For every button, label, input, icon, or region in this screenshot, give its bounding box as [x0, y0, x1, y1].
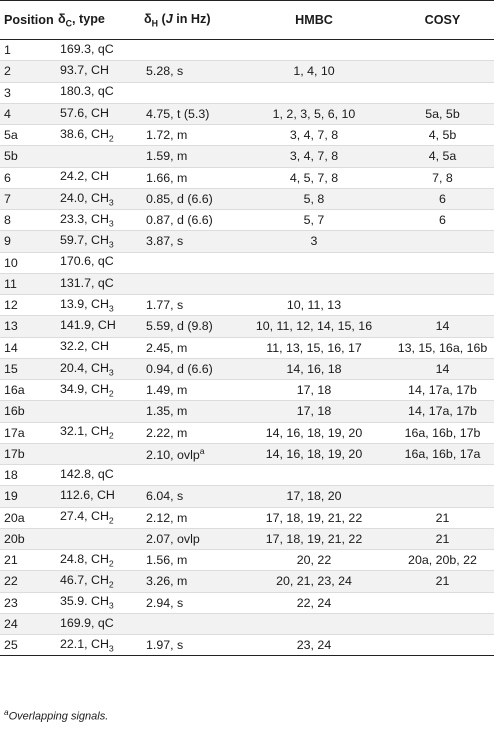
header-cosy: COSY	[391, 1, 494, 40]
cell-position: 2	[0, 61, 54, 82]
cell-position: 8	[0, 210, 54, 231]
table-body	[0, 40, 494, 656]
cell-cosy	[391, 465, 494, 486]
cell-hmbc: 17, 18, 19, 21, 22	[237, 528, 391, 549]
cell-delta-c: 169.3, qC	[54, 40, 140, 61]
cell-delta-c: 169.9, qC	[54, 613, 140, 634]
cell-delta-c: 170.6, qC	[54, 252, 140, 273]
cell-hmbc	[237, 40, 391, 61]
header-delta-h: $\delta_H$ (J in Hz)	[140, 1, 237, 40]
table-row	[0, 295, 494, 316]
cell-position: 24	[0, 613, 54, 634]
cell-delta-c: 93.7, CH	[54, 61, 140, 82]
cell-delta-c: 13.9, $CH_3$	[54, 295, 140, 316]
cell-delta-h: 5.59, d (9.8)	[140, 316, 237, 337]
cell-delta-h: 3.26, m	[140, 571, 237, 592]
cell-position: 20a	[0, 507, 54, 528]
cell-delta-h	[140, 273, 237, 294]
cell-cosy: 21	[391, 571, 494, 592]
table-row	[0, 507, 494, 528]
cell-delta-c: 22.1, $CH_3$	[54, 635, 140, 656]
cell-position: 7	[0, 188, 54, 209]
cell-cosy: 21	[391, 528, 494, 549]
cell-position: 1	[0, 40, 54, 61]
cell-hmbc: 4, 5, 7, 8	[237, 167, 391, 188]
table-row	[0, 40, 494, 61]
table-row	[0, 613, 494, 634]
cell-position: 20b	[0, 528, 54, 549]
header-position: Position	[0, 1, 54, 40]
cell-position: 3	[0, 82, 54, 103]
table-row	[0, 273, 494, 294]
cell-hmbc: 14, 16, 18	[237, 358, 391, 379]
cell-position: 10	[0, 252, 54, 273]
cell-delta-h: 2.22, m	[140, 422, 237, 443]
cell-position: 14	[0, 337, 54, 358]
cell-delta-c: 46.7, $CH_2$	[54, 571, 140, 592]
table-row	[0, 358, 494, 379]
cell-hmbc	[237, 613, 391, 634]
cell-hmbc	[237, 465, 391, 486]
cell-cosy: 7, 8	[391, 167, 494, 188]
cell-cosy	[391, 61, 494, 82]
cell-delta-c: 32.1, $CH_2$	[54, 422, 140, 443]
cell-delta-c: 35.9. $CH_3$	[54, 592, 140, 613]
cell-delta-c: 34.9, $CH_2$	[54, 380, 140, 401]
table-row	[0, 146, 494, 167]
cell-delta-c: 32.2, CH	[54, 337, 140, 358]
cell-position: 4	[0, 103, 54, 124]
cell-delta-h: 3.87, s	[140, 231, 237, 252]
cell-position: 18	[0, 465, 54, 486]
cell-cosy: 16a, 16b, 17b	[391, 422, 494, 443]
cell-delta-h: 0.85, d (6.6)	[140, 188, 237, 209]
cell-position: 12	[0, 295, 54, 316]
cell-position: 11	[0, 273, 54, 294]
cell-cosy	[391, 82, 494, 103]
cell-delta-h: 2.12, m	[140, 507, 237, 528]
cell-position: 9	[0, 231, 54, 252]
cell-delta-c	[54, 401, 140, 422]
cell-hmbc: 17, 18	[237, 380, 391, 401]
cell-delta-c: 142.8, qC	[54, 465, 140, 486]
cell-hmbc: 3, 4, 7, 8	[237, 125, 391, 146]
table-row	[0, 528, 494, 549]
table-row	[0, 635, 494, 656]
cell-delta-h: 1.49, m	[140, 380, 237, 401]
cell-cosy: 4, 5b	[391, 125, 494, 146]
table-row	[0, 316, 494, 337]
cell-delta-h: 0.87, d (6.6)	[140, 210, 237, 231]
cell-hmbc: 14, 16, 18, 19, 20	[237, 422, 391, 443]
cell-hmbc: 17, 18	[237, 401, 391, 422]
cell-delta-h: 6.04, s	[140, 486, 237, 507]
cell-delta-h: 1.97, s	[140, 635, 237, 656]
cell-position: 23	[0, 592, 54, 613]
cell-hmbc: 1, 4, 10	[237, 61, 391, 82]
cell-cosy	[391, 231, 494, 252]
cell-cosy: 13, 15, 16a, 16b	[391, 337, 494, 358]
table-row	[0, 231, 494, 252]
cell-hmbc: 3	[237, 231, 391, 252]
cell-hmbc: 10, 11, 12, 14, 15, 16	[237, 316, 391, 337]
cell-delta-c	[54, 443, 140, 464]
cell-delta-c: 20.4, $CH_3$	[54, 358, 140, 379]
cell-hmbc: 14, 16, 18, 19, 20	[237, 443, 391, 464]
table-row	[0, 571, 494, 592]
cell-cosy	[391, 40, 494, 61]
cell-delta-h: 4.75, t (5.3)	[140, 103, 237, 124]
table-header	[0, 1, 494, 40]
cell-hmbc: 11, 13, 15, 16, 17	[237, 337, 391, 358]
cell-delta-c: 27.4, $CH_2$	[54, 507, 140, 528]
cell-delta-c: 23.3, $CH_3$	[54, 210, 140, 231]
table-row	[0, 380, 494, 401]
cell-delta-h	[140, 465, 237, 486]
cell-hmbc: 17, 18, 20	[237, 486, 391, 507]
cell-delta-h: 0.94, d (6.6)	[140, 358, 237, 379]
cell-cosy: 6	[391, 188, 494, 209]
cell-hmbc	[237, 252, 391, 273]
cell-delta-h	[140, 40, 237, 61]
table-row	[0, 337, 494, 358]
cell-delta-h: 2.10, ovlp$^a$	[140, 443, 237, 464]
cell-hmbc: 23, 24	[237, 635, 391, 656]
cell-delta-h: 1.56, m	[140, 550, 237, 571]
cell-cosy	[391, 252, 494, 273]
cell-position: 16b	[0, 401, 54, 422]
cell-cosy	[391, 486, 494, 507]
table-row	[0, 550, 494, 571]
table-row	[0, 443, 494, 464]
cell-delta-h: 2.07, ovlp	[140, 528, 237, 549]
cell-cosy: 5a, 5b	[391, 103, 494, 124]
table-row	[0, 252, 494, 273]
header-row	[0, 1, 494, 40]
cell-position: 22	[0, 571, 54, 592]
cell-position: 25	[0, 635, 54, 656]
cell-position: 19	[0, 486, 54, 507]
header-delta-c: $\delta_C$, type	[54, 1, 140, 40]
cell-hmbc: 5, 7	[237, 210, 391, 231]
table-row	[0, 592, 494, 613]
cell-delta-h: 1.66, m	[140, 167, 237, 188]
cell-delta-c: 38.6, $CH_2$	[54, 125, 140, 146]
table-row	[0, 61, 494, 82]
table-row	[0, 188, 494, 209]
cell-delta-h: 2.45, m	[140, 337, 237, 358]
cell-cosy: 21	[391, 507, 494, 528]
cell-delta-h	[140, 82, 237, 103]
cell-delta-h: 5.28, s	[140, 61, 237, 82]
cell-cosy: 16a, 16b, 17a	[391, 443, 494, 464]
cell-delta-c: 112.6, CH	[54, 486, 140, 507]
cell-delta-c: 24.0, $CH_3$	[54, 188, 140, 209]
cell-position: 5a	[0, 125, 54, 146]
cell-cosy: 14	[391, 316, 494, 337]
cell-hmbc: 3, 4, 7, 8	[237, 146, 391, 167]
cell-position: 15	[0, 358, 54, 379]
cell-position: 17b	[0, 443, 54, 464]
table-row	[0, 422, 494, 443]
cell-delta-h	[140, 252, 237, 273]
cell-delta-h: 1.59, m	[140, 146, 237, 167]
cell-delta-c: 141.9, CH	[54, 316, 140, 337]
cell-delta-c: 57.6, CH	[54, 103, 140, 124]
cell-cosy	[391, 273, 494, 294]
cell-cosy: 6	[391, 210, 494, 231]
cell-delta-c: 59.7, $CH_3$	[54, 231, 140, 252]
table-row	[0, 103, 494, 124]
table-row	[0, 167, 494, 188]
cell-hmbc	[237, 82, 391, 103]
cell-cosy: 14, 17a, 17b	[391, 401, 494, 422]
cell-delta-h	[140, 613, 237, 634]
cell-delta-h: 1.72, m	[140, 125, 237, 146]
cell-hmbc: 20, 22	[237, 550, 391, 571]
table-row	[0, 486, 494, 507]
cell-position: 17a	[0, 422, 54, 443]
cell-hmbc: 22, 24	[237, 592, 391, 613]
cell-hmbc: 20, 21, 23, 24	[237, 571, 391, 592]
cell-delta-c	[54, 146, 140, 167]
cell-cosy: 14	[391, 358, 494, 379]
cell-cosy	[391, 295, 494, 316]
table-row	[0, 82, 494, 103]
cell-delta-c: 131.7, qC	[54, 273, 140, 294]
cell-position: 6	[0, 167, 54, 188]
header-hmbc: HMBC	[237, 1, 391, 40]
cell-hmbc: 1, 2, 3, 5, 6, 10	[237, 103, 391, 124]
cell-cosy	[391, 635, 494, 656]
cell-cosy: 20a, 20b, 22	[391, 550, 494, 571]
cell-delta-h: 2.94, s	[140, 592, 237, 613]
cell-position: 16a	[0, 380, 54, 401]
table-row	[0, 401, 494, 422]
cell-cosy: 14, 17a, 17b	[391, 380, 494, 401]
cell-hmbc: 10, 11, 13	[237, 295, 391, 316]
cell-delta-h: 1.77, s	[140, 295, 237, 316]
cell-delta-h: 1.35, m	[140, 401, 237, 422]
cell-delta-c	[54, 528, 140, 549]
cell-hmbc	[237, 273, 391, 294]
cell-position: 5b	[0, 146, 54, 167]
cell-hmbc: 5, 8	[237, 188, 391, 209]
cell-delta-c: 24.8, $CH_2$	[54, 550, 140, 571]
cell-cosy	[391, 613, 494, 634]
cell-position: 13	[0, 316, 54, 337]
table-row	[0, 210, 494, 231]
table-row	[0, 125, 494, 146]
table-row	[0, 465, 494, 486]
cell-hmbc: 17, 18, 19, 21, 22	[237, 507, 391, 528]
table-footnote: $^a$Overlapping signals.	[4, 708, 109, 723]
cell-cosy	[391, 592, 494, 613]
cell-delta-c: 180.3, qC	[54, 82, 140, 103]
cell-cosy: 4, 5a	[391, 146, 494, 167]
cell-position: 21	[0, 550, 54, 571]
cell-delta-c: 24.2, CH	[54, 167, 140, 188]
